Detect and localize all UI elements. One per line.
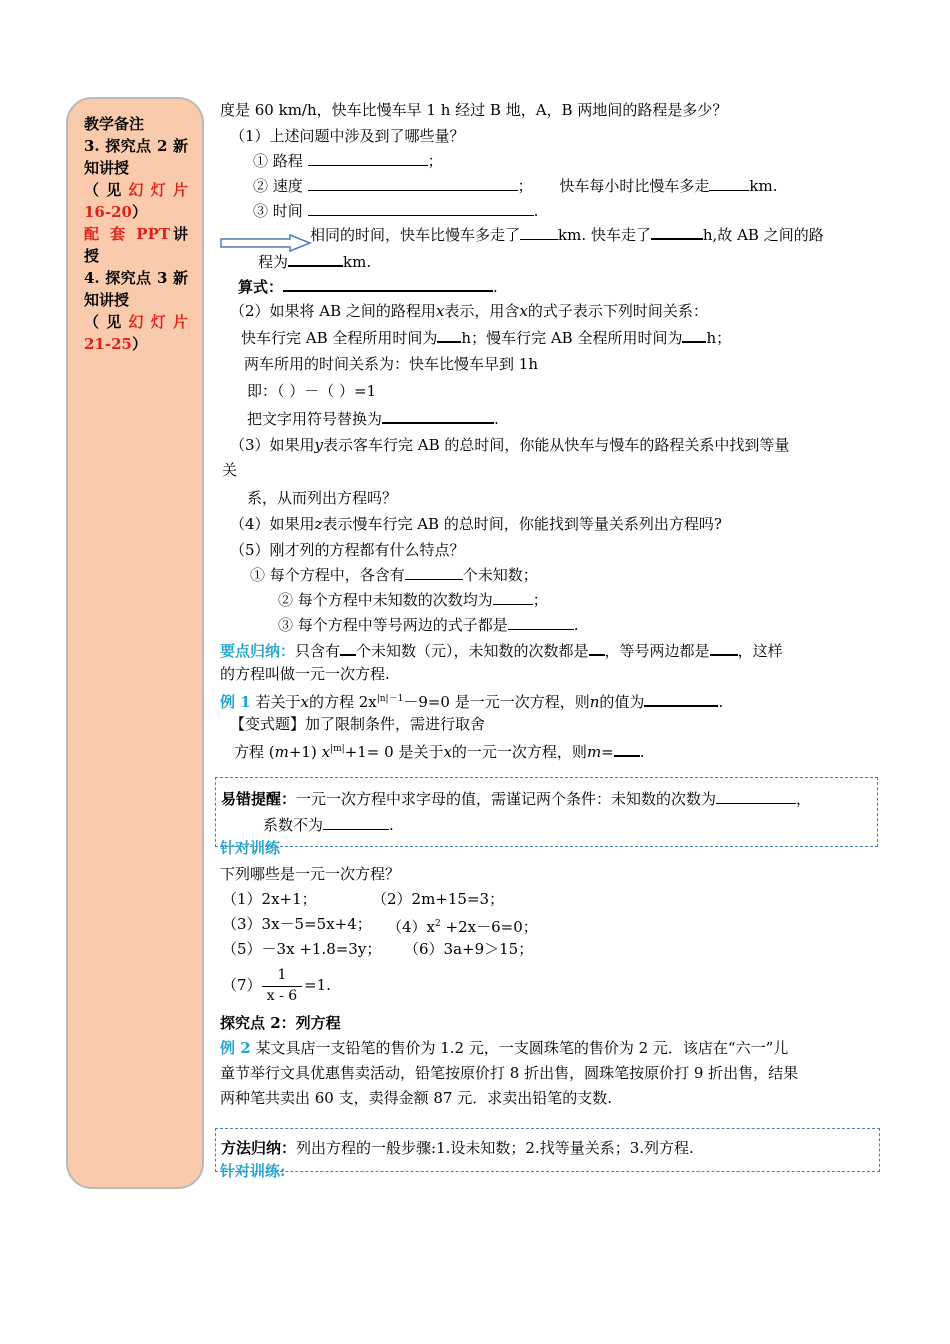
quantity-speed: ② 速度 ； 快车每小时比慢车多走 km. xyxy=(253,177,778,195)
relation-equation: 即：（ ）－（ ）=1 xyxy=(247,382,377,400)
same-time-line: 相同的时间，快车比慢车多走了 km. 快车走了 h,故 AB 之间的路 xyxy=(310,226,824,244)
sidebar-title: 教学备注 xyxy=(84,115,145,133)
practice-heading-1: 针对训练 xyxy=(220,839,281,857)
sidebar-item-3: 3. 探究点 2 新 xyxy=(84,137,188,155)
feature-1: ① 每个方程中，各含有 个未知数； xyxy=(250,566,538,584)
question-5: （5）刚才列的方程都有什么特点？ xyxy=(230,541,465,559)
key-points: 要点归纳：只含有 个未知数（元），未知数的次数都是 ，等号两边都是 ，这样 xyxy=(220,642,783,660)
feature-2: ② 每个方程中未知数的次数均为 ； xyxy=(278,591,548,609)
common-mistake-text: 易错提醒：一元一次方程中求字母的值，需谨记两个条件：未知数的次数为 ， xyxy=(221,790,812,808)
common-mistake-box xyxy=(215,777,878,847)
problem-statement: 度是 60 km/h，快车比慢车早 1 h 经过 B 地，A，B 两地间的路程是多少？ xyxy=(220,101,728,119)
right-arrow-icon xyxy=(220,234,312,252)
question-1: （1）上述问题中涉及到了哪些量？ xyxy=(230,127,465,145)
time-expressions: 快车行完 AB 全程所用时间为 h；慢车行完 AB 全程所用时间为 h； xyxy=(241,329,732,347)
eq-4: $(4)x^2 +2x-6=0$； xyxy=(387,918,538,936)
symbol-replace: 把文字用符号替换为 . xyxy=(247,410,499,428)
sidebar-item-4: 4. 探究点 3 新 xyxy=(84,269,188,287)
teaching-notes-sidebar: 教学备注 3. 探究点 2 新 知讲授 （见幻灯片 16-20） 配 套 PPT讲 授 4. 探究点 3 新 知讲授 （见幻灯片 21-25） xyxy=(66,97,204,1189)
eq-7-label: （7） xyxy=(222,976,262,994)
which-question: 下列哪些是一元一次方程？ xyxy=(220,865,401,883)
example-2: 例 2 某文具店一支铅笔的售价为 1.2 元，一支圆珠笔的售价为 2 元．该店在“六一”儿 xyxy=(220,1039,789,1057)
eq-7-fraction: $\frac{1}{x - 6}$ xyxy=(262,966,302,1005)
eq-5: （5）－3x +1.8=3y； xyxy=(222,940,382,958)
quantity-distance: ① 路程 ； xyxy=(253,152,443,170)
quantity-time: ③ 时间 . xyxy=(253,202,539,220)
example-1: 例 1 若关于x的方程 $2x^{|n|-1}-9=0$ 是一元一次方程，则n的值为 . xyxy=(220,693,724,711)
variant-question: 方程 (m+1) $x^{|m|}+1= 0$ 是关于x的一元一次方程，则m= . xyxy=(234,743,645,761)
eq-3: （3）3x－5=5x+4； xyxy=(222,915,372,933)
sidebar-ppt: 配 套 PPT讲 xyxy=(84,225,188,243)
eq-6: （6）3a+9＞15； xyxy=(404,940,534,958)
eq-1: （1）2x+1； xyxy=(222,890,317,908)
distance-line: 程为 km. xyxy=(258,253,372,271)
practice-heading-2: 针对训练: xyxy=(220,1162,286,1180)
variant-title: 【变式题】加了限制条件，需进行取舍 xyxy=(230,715,486,733)
formula-line: 算式： . xyxy=(238,278,498,296)
question-3: （3）如果用y表示客车行完 AB 的总时间，你能从快车与慢车的路程关系中找到等量 xyxy=(230,436,790,454)
time-relation: 两车所用的时间关系为：快车比慢车早到 1h xyxy=(244,355,538,373)
method-summary: 方法归纳：列出方程的一般步骤:1.设未知数；2.找等量关系；3.列方程. xyxy=(221,1139,694,1157)
section-title-2: 探究点 2：列方程 xyxy=(220,1014,341,1032)
question-4: （4）如果用z表示慢车行完 AB 的总时间，你能找到等量关系列出方程吗? xyxy=(230,515,722,533)
question-2: （2）如果将 AB 之间的路程用x表示，用含x的式子表示下列时间关系： xyxy=(230,302,708,320)
eq-2: （2）2m+15=3； xyxy=(372,890,505,908)
feature-3: ③ 每个方程中等号两边的式子都是 . xyxy=(278,616,579,634)
